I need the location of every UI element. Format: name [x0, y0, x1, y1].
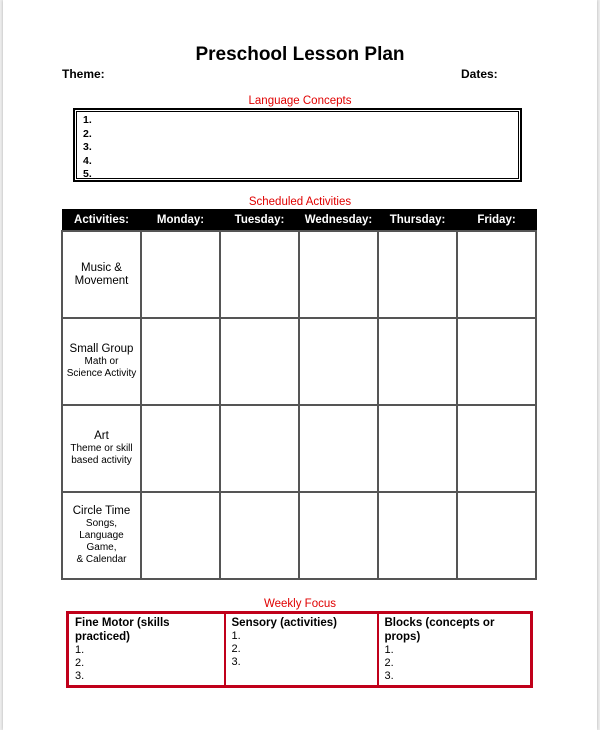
table-row [62, 405, 536, 492]
focus-item: 3. [75, 670, 85, 682]
schedule-cell[interactable] [141, 231, 220, 318]
activity-cell-small-group [62, 318, 141, 405]
col-header-wednesday: Wednesday: [299, 210, 378, 232]
schedule-cell[interactable] [220, 318, 299, 405]
activity-line: Movement [74, 274, 129, 287]
activity-line: & Calendar [76, 554, 127, 565]
focus-header: Sensory (activities) [231, 617, 337, 629]
activity-sub: Science Activity [66, 368, 137, 379]
table-row [68, 613, 532, 687]
col-header-thursday: Thursday: [378, 210, 457, 232]
weekly-focus-heading: Weekly Focus [263, 598, 336, 610]
dates-label: Dates: [461, 67, 498, 81]
activity-sub: Math or [84, 356, 119, 367]
language-concepts-heading: Language Concepts [248, 95, 352, 107]
language-item: 2. [83, 127, 92, 140]
focus-cell-fine-motor[interactable] [68, 613, 225, 687]
focus-header: Fine Motor (skills practiced) [75, 617, 170, 643]
activity-title: Art [94, 430, 109, 442]
focus-item: 2. [384, 657, 394, 669]
language-item: 5. [83, 168, 92, 180]
language-concepts-box [73, 108, 522, 182]
col-header-tuesday: Tuesday: [220, 210, 299, 232]
schedule-cell[interactable] [378, 231, 457, 318]
schedule-cell[interactable] [141, 318, 220, 405]
weekly-focus-table [66, 611, 533, 688]
activity-title: Circle Time [72, 505, 131, 517]
focus-header: Blocks (concepts or props) [384, 617, 495, 643]
schedule-cell[interactable] [457, 492, 536, 579]
language-item: 3. [83, 141, 92, 153]
language-item: 1. [83, 114, 92, 126]
schedule-cell[interactable] [299, 318, 378, 405]
focus-item: 3. [231, 656, 241, 668]
activity-title: Small Group [69, 343, 134, 355]
focus-item: 2. [75, 657, 85, 669]
schedule-cell[interactable] [299, 492, 378, 579]
focus-cell-blocks[interactable] [378, 613, 532, 687]
activity-sub: Theme or skill [70, 443, 133, 454]
table-row [62, 231, 536, 318]
schedule-cell[interactable] [220, 231, 299, 318]
activity-line: Language [79, 530, 124, 541]
activity-line: Game, [86, 542, 117, 553]
focus-item: 2. [231, 643, 241, 655]
schedule-cell[interactable] [457, 231, 536, 318]
focus-item: 3. [384, 670, 394, 682]
activity-cell-art [62, 405, 141, 492]
schedule-cell[interactable] [220, 492, 299, 579]
schedule-cell[interactable] [299, 405, 378, 492]
focus-cell-sensory[interactable] [225, 613, 378, 687]
focus-item: 1. [75, 644, 85, 656]
schedule-cell[interactable] [378, 405, 457, 492]
col-header-activities: Activities: [62, 210, 141, 232]
activity-cell-music [62, 231, 141, 318]
focus-item: 1. [384, 644, 394, 656]
activity-line: Songs, [85, 518, 118, 529]
schedule-cell[interactable] [457, 318, 536, 405]
scheduled-activities-heading: Scheduled Activities [248, 196, 352, 208]
activity-sub: based activity [71, 455, 132, 466]
language-item: 4. [83, 154, 92, 167]
schedule-cell[interactable] [457, 405, 536, 492]
schedule-cell[interactable] [141, 405, 220, 492]
schedule-cell[interactable] [299, 231, 378, 318]
table-row [62, 318, 536, 405]
schedule-header-row [62, 210, 536, 232]
schedule-cell[interactable] [378, 492, 457, 579]
page-title: Preschool Lesson Plan [195, 44, 405, 65]
activity-cell-circle-time [62, 492, 141, 579]
schedule-table [61, 209, 537, 580]
theme-label: Theme: [62, 67, 105, 81]
focus-item: 1. [231, 630, 241, 642]
table-row [62, 492, 536, 579]
col-header-monday: Monday: [141, 210, 220, 232]
activity-title: Music & [81, 261, 122, 274]
schedule-cell[interactable] [141, 492, 220, 579]
col-header-friday: Friday: [457, 210, 536, 232]
schedule-cell[interactable] [378, 318, 457, 405]
schedule-cell[interactable] [220, 405, 299, 492]
